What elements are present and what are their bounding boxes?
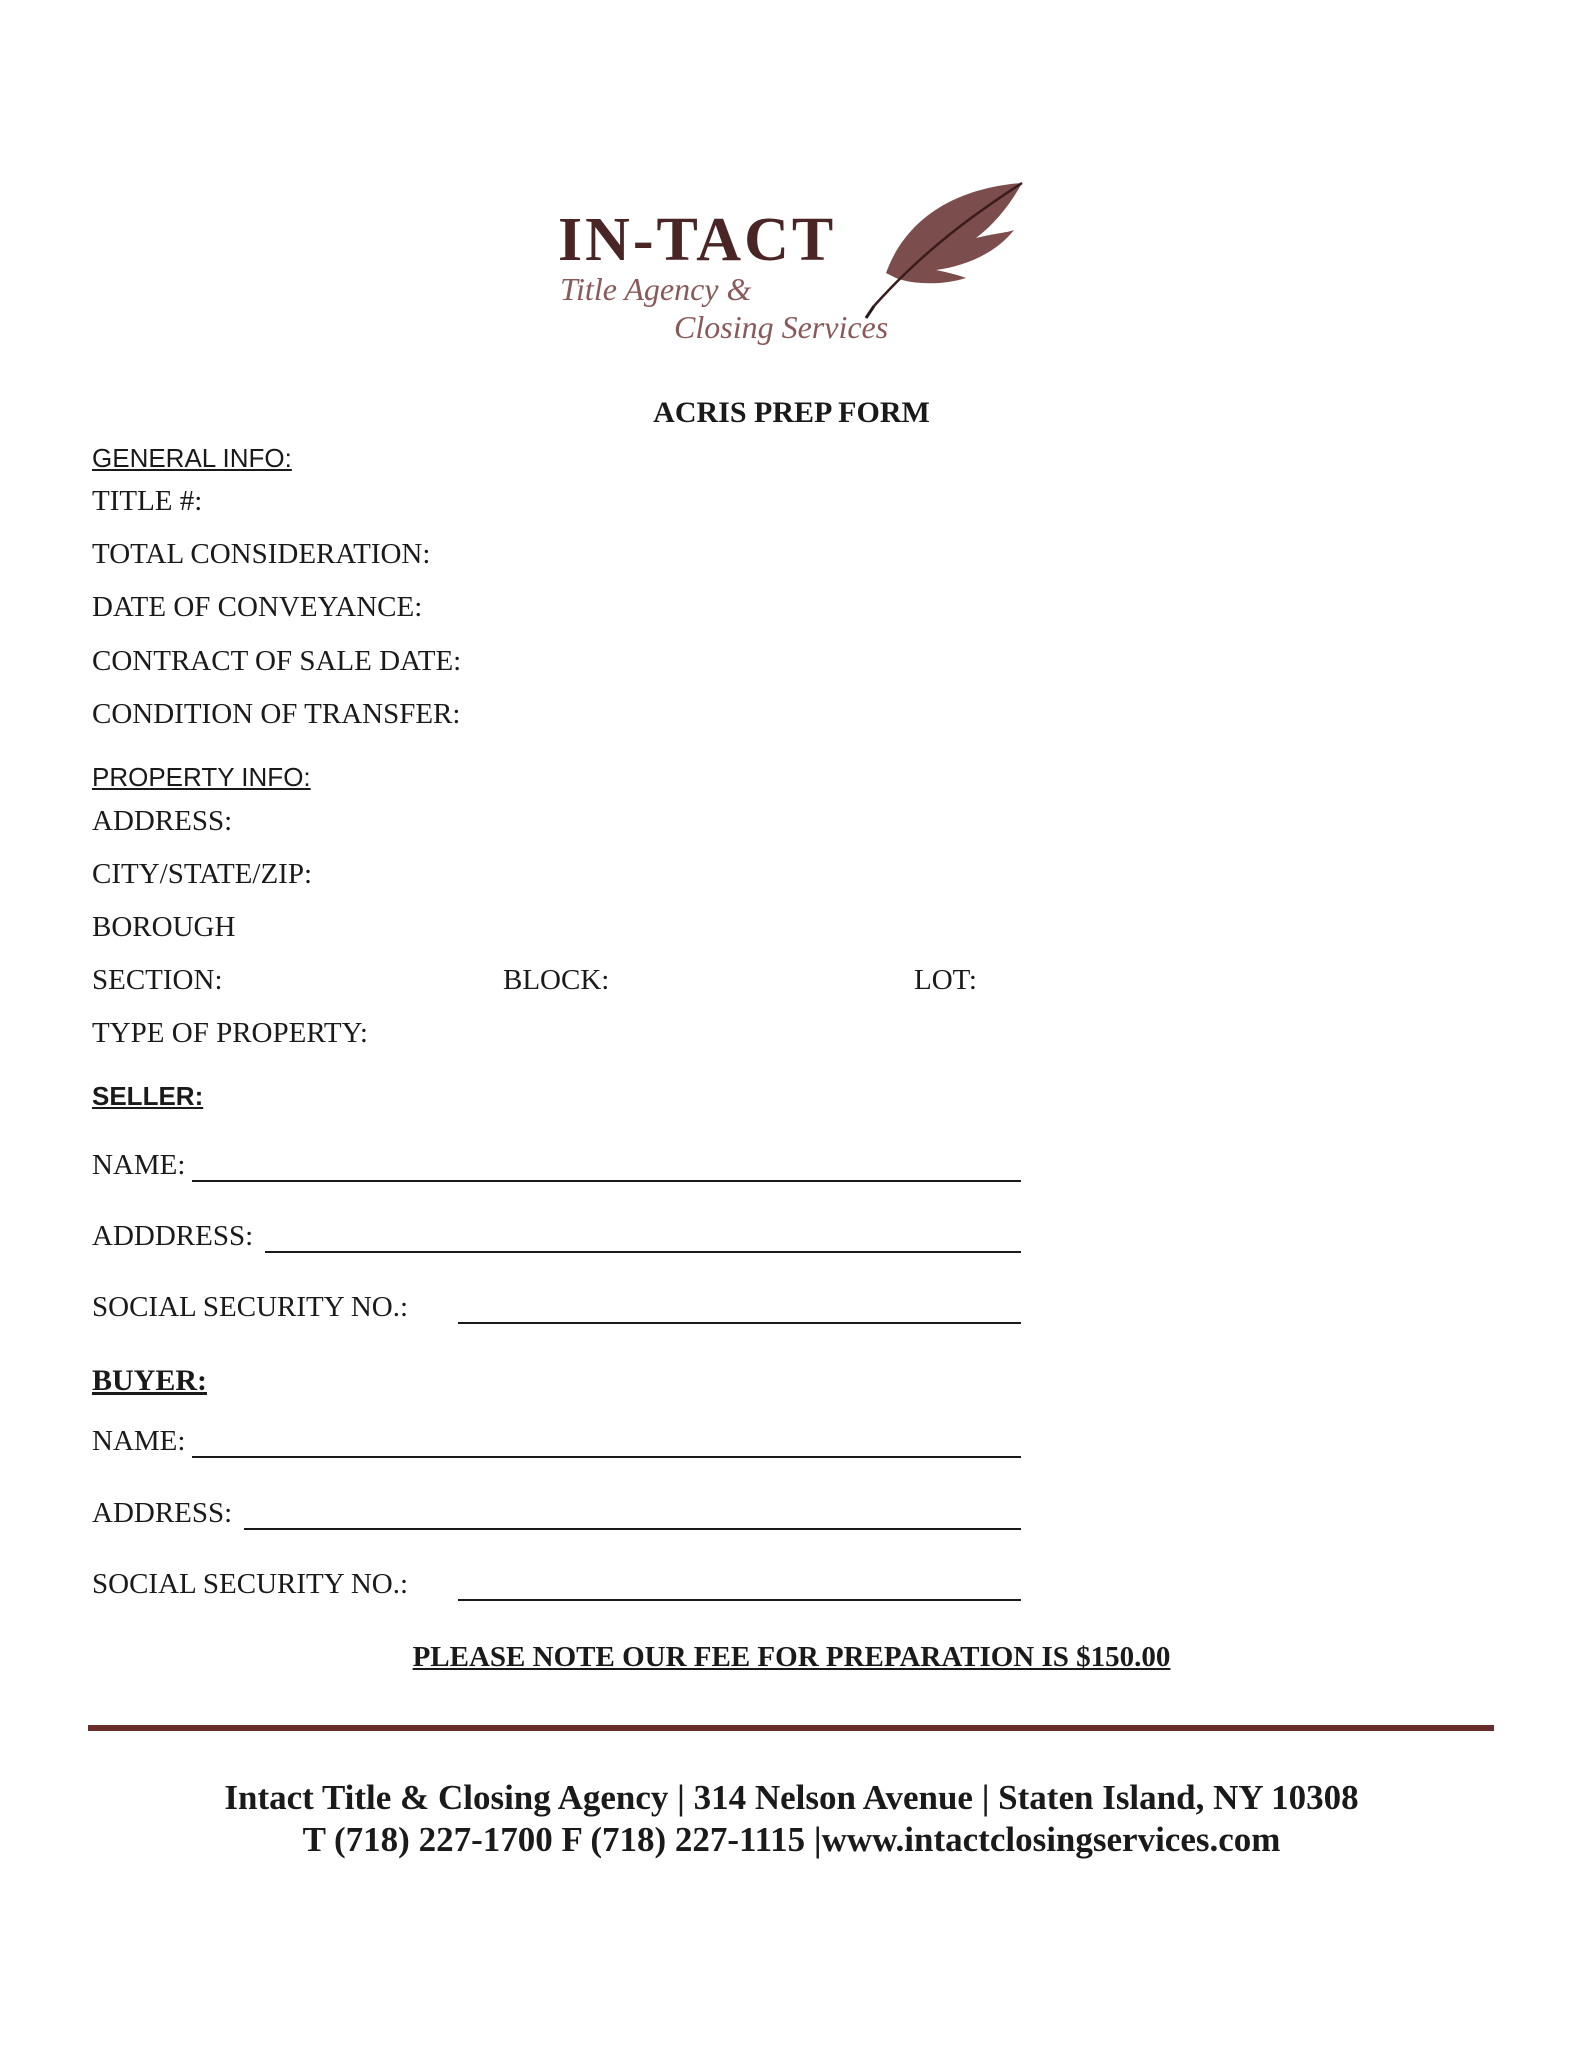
contract-of-sale-date-label: CONTRACT OF SALE DATE: <box>92 645 462 677</box>
section-label: SECTION: <box>92 964 223 996</box>
buyer-heading: BUYER: <box>92 1364 208 1397</box>
property-address-label: ADDRESS: <box>92 805 233 837</box>
title-number-label: TITLE #: <box>92 485 203 517</box>
svg-text:Title Agency &: Title Agency & <box>560 271 752 307</box>
svg-text:Closing Services: Closing Services <box>674 309 889 345</box>
city-state-zip-label: CITY/STATE/ZIP: <box>92 858 313 890</box>
footer-contact: T (718) 227-1700 F (718) 227-1115 |www.intactclosingservices.com <box>302 1820 1281 1859</box>
seller-heading: SELLER: <box>92 1081 204 1111</box>
buyer-ssn-label: SOCIAL SECURITY NO.: <box>92 1568 409 1600</box>
block-label: BLOCK: <box>503 964 610 996</box>
date-of-conveyance-label: DATE OF CONVEYANCE: <box>92 591 423 623</box>
general-info-heading: GENERAL INFO: <box>92 443 292 473</box>
fee-note: PLEASE NOTE OUR FEE FOR PREPARATION IS $150.00 <box>412 1641 1171 1673</box>
lot-label: LOT: <box>914 964 977 996</box>
buyer-name-label: NAME: <box>92 1425 186 1457</box>
form-title: ACRIS PREP FORM <box>653 396 930 429</box>
buyer-ssn-line[interactable] <box>458 1599 1021 1601</box>
buyer-address-line[interactable] <box>244 1528 1021 1530</box>
company-logo <box>556 178 1026 368</box>
type-of-property-label: TYPE OF PROPERTY: <box>92 1017 368 1049</box>
borough-label: BOROUGH <box>92 911 236 943</box>
seller-ssn-line[interactable] <box>458 1322 1021 1324</box>
seller-name-label: NAME: <box>92 1149 186 1181</box>
buyer-address-label: ADDRESS: <box>92 1497 233 1529</box>
seller-address-line[interactable] <box>265 1251 1021 1253</box>
total-consideration-label: TOTAL CONSIDERATION: <box>92 538 431 570</box>
property-info-heading: PROPERTY INFO: <box>92 762 311 792</box>
seller-ssn-label: SOCIAL SECURITY NO.: <box>92 1291 409 1323</box>
buyer-name-line[interactable] <box>192 1456 1021 1458</box>
footer-divider <box>88 1725 1494 1731</box>
condition-of-transfer-label: CONDITION OF TRANSFER: <box>92 698 461 730</box>
quill-feather-icon <box>866 183 1022 318</box>
footer-address: Intact Title & Closing Agency | 314 Nelson Avenue | Staten Island, NY 10308 <box>224 1778 1359 1817</box>
svg-text:IN-TACT: IN-TACT <box>558 206 837 274</box>
seller-address-label: ADDDRESS: <box>92 1220 254 1252</box>
seller-name-line[interactable] <box>192 1180 1021 1182</box>
